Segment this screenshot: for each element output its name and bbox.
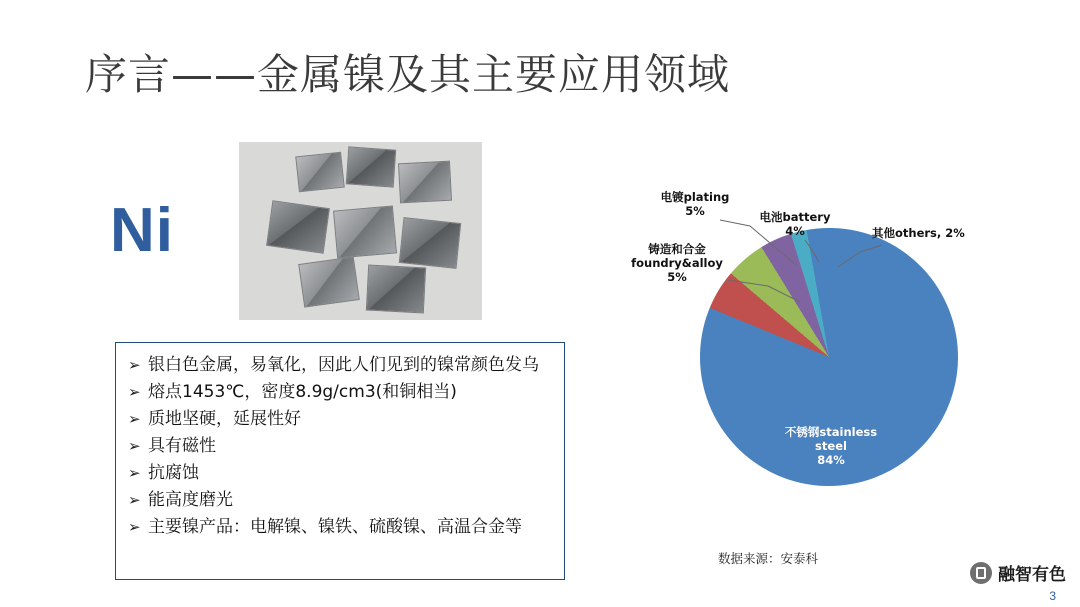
list-item	[128, 353, 556, 378]
pie-label-plating: 电镀plating 5%	[660, 190, 730, 218]
properties-list	[115, 342, 565, 580]
bullet-arrow-icon: ➢	[128, 411, 141, 428]
list-item-label: 熔点1453℃，密度8.9g/cm3(和铜相当)	[148, 382, 457, 402]
pie-value-battery: 4%	[785, 224, 805, 238]
list-item-label: 银白色金属，易氧化，因此人们见到的镍常颜色发乌	[148, 355, 539, 375]
list-item	[128, 515, 556, 540]
pie-value-foundry: 5%	[667, 270, 687, 284]
list-item	[128, 434, 556, 459]
list-item	[128, 461, 556, 486]
watermark-badge	[970, 560, 1066, 585]
wechat-badge-icon	[970, 562, 992, 584]
list-item-label: 主要镍产品：电解镍、镍铁、硫酸镍、高温合金等	[148, 517, 522, 537]
bullet-arrow-icon: ➢	[128, 384, 141, 401]
list-item-label: 具有磁性	[148, 436, 216, 456]
bullet-arrow-icon: ➢	[128, 357, 141, 374]
data-source-note: 数据来源：安泰科	[718, 551, 819, 566]
list-item	[128, 488, 556, 513]
nickel-blocks-photo	[239, 142, 482, 320]
list-item	[128, 380, 556, 405]
pie-label-others: 其他others, 2%	[872, 226, 965, 240]
pie-label-battery: 电池battery 4%	[759, 210, 831, 238]
bullet-arrow-icon: ➢	[128, 438, 141, 455]
list-item	[128, 407, 556, 432]
bullet-arrow-icon: ➢	[128, 519, 141, 536]
pie-label-foundry-alloy: 铸造和合金 foundry&alloy 5%	[631, 242, 723, 284]
list-item-label: 能高度磨光	[148, 490, 233, 510]
bullet-arrow-icon: ➢	[128, 465, 141, 482]
page-number: 3	[1049, 589, 1056, 603]
watermark-label: 融智有色	[998, 565, 1066, 585]
bullet-arrow-icon: ➢	[128, 492, 141, 509]
pie-value-plating: 5%	[685, 204, 705, 218]
pie-label-stainless-steel: 不锈钢stainless steel 84%	[784, 425, 878, 467]
pie-value-stainless: 84%	[817, 453, 845, 467]
element-symbol-ni: Ni	[110, 196, 174, 265]
page-title: 序言——金属镍及其主要应用领域	[85, 50, 731, 99]
list-item-label: 质地坚硬，延展性好	[148, 409, 301, 429]
list-item-label: 抗腐蚀	[148, 463, 199, 483]
nickel-usage-pie-chart	[600, 170, 1060, 570]
